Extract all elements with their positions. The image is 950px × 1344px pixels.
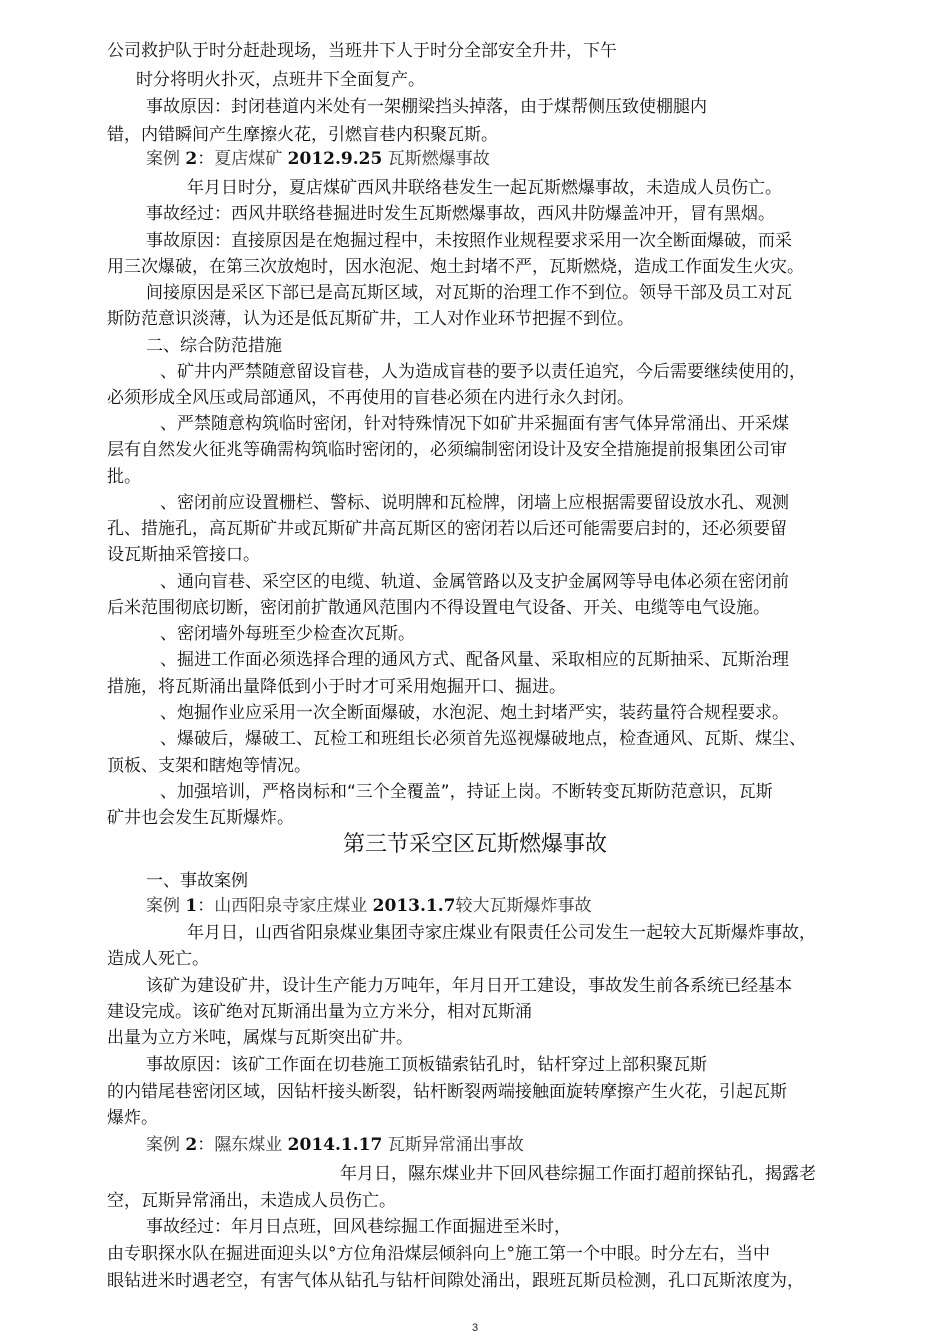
- subsection-heading: 二、综合防范措施: [146, 336, 282, 356]
- case-heading-xiadian: 案例 2：夏店煤矿 2012.9.25 瓦斯燃爆事故: [146, 149, 490, 169]
- paragraph-line: 必须形成全风压或局部通风，不再使用的盲巷必须在内进行永久封闭。: [107, 388, 634, 408]
- paragraph-line: 、密闭前应设置栅栏、警标、说明牌和瓦检牌，闭墙上应根据需要留设放水孔、观测: [160, 493, 789, 513]
- case-heading-xidong: 案例 2：隰东煤业 2014.1.17 瓦斯异常涌出事故: [146, 1135, 524, 1155]
- paragraph-line: 事故原因：直接原因是在炮掘过程中，未按照作业规程要求采用一次全断面爆破，而采: [146, 231, 792, 251]
- paragraph-line: 的内错尾巷密闭区域，因钻杆接头断裂，钻杆断裂两端接触面旋转摩擦产生火花，引起瓦斯: [107, 1082, 787, 1102]
- paragraph-line: 设瓦斯抽采管接口。: [107, 545, 260, 565]
- paragraph-line: 、爆破后，爆破工、瓦检工和班组长必须首先巡视爆破地点，检查通风、瓦斯、煤尘、: [160, 729, 806, 749]
- paragraph-line: 孔、措施孔，高瓦斯矿井或瓦斯矿井高瓦斯区的密闭若以后还可能需要启封的，还必须要留: [107, 519, 787, 539]
- paragraph-line: 层有自然发火征兆等确需构筑临时密闭的，必须编制密闭设计及安全措施提前报集团公司审: [107, 440, 787, 460]
- paragraph-line: 该矿为建设矿井，设计生产能力万吨年，年月日开工建设，事故发生前各系统已经基本: [146, 976, 792, 996]
- paragraph-line: 爆炸。: [107, 1108, 158, 1128]
- paragraph-line: 、密闭墙外每班至少检查次瓦斯。: [160, 624, 415, 644]
- subsection-heading: 一、事故案例: [146, 871, 248, 891]
- paragraph-line: 措施，将瓦斯涌出量降低到小于时才可采用炮掘开口、掘进。: [107, 677, 566, 697]
- paragraph-line: 年月日时分，夏店煤矿西风井联络巷发生一起瓦斯燃爆事故，未造成人员伤亡。: [187, 178, 782, 198]
- paragraph-line: 、掘进工作面必须选择合理的通风方式、配备风量、采取相应的瓦斯抽采、瓦斯治理: [160, 650, 789, 670]
- paragraph-line: 事故原因：封闭巷道内米处有一架棚梁挡头掉落，由于煤帮侧压致使棚腿内: [146, 97, 707, 117]
- paragraph-line: 、加强培训，严格岗标和“三个全覆盖”，持证上岗。不断转变瓦斯防范意识，瓦斯: [160, 782, 773, 802]
- paragraph-line: 矿井也会发生瓦斯爆炸。: [107, 808, 294, 828]
- paragraph-line: 事故经过：西风井联络巷掘进时发生瓦斯燃爆事故，西风井防爆盖冲开，冒有黑烟。: [146, 204, 775, 224]
- paragraph-line: 间接原因是采区下部已是高瓦斯区域，对瓦斯的治理工作不到位。领导干部及员工对瓦: [146, 283, 792, 303]
- paragraph-line: 用三次爆破，在第三次放炮时，因水泡泥、炮土封堵不严，瓦斯燃烧，造成工作面发生火灾。: [107, 257, 804, 277]
- page-number: 3: [471, 1322, 479, 1334]
- paragraph-line: 由专职探水队在掘进面迎头以°方位角沿煤层倾斜向上°施工第一个中眼。时分左右，当中: [107, 1244, 770, 1264]
- paragraph-line: 空，瓦斯异常涌出，未造成人员伤亡。: [107, 1191, 396, 1211]
- paragraph-line: 错，内错瞬间产生摩擦火花，引燃盲巷内积聚瓦斯。: [107, 125, 498, 145]
- paragraph-line: 事故经过：年月日点班，回风巷综掘工作面掘进至米时，: [146, 1217, 571, 1237]
- paragraph-line: 事故原因：该矿工作面在切巷施工顶板锚索钻孔时，钻杆穿过上部积聚瓦斯: [146, 1055, 707, 1075]
- paragraph-line: 眼钻进米时遇老空，有害气体从钻孔与钻杆间隙处涌出，跟班瓦斯员检测，孔口瓦斯浓度为，: [107, 1271, 804, 1291]
- paragraph-line: 、矿井内严禁随意留设盲巷，人为造成盲巷的要予以责任追究，今后需要继续使用的，: [160, 362, 806, 382]
- section-heading: 第三节采空区瓦斯燃爆事故: [342, 832, 607, 857]
- paragraph-line: 年月日，山西省阳泉煤业集团寺家庄煤业有限责任公司发生一起较大瓦斯爆炸事故，: [187, 923, 816, 943]
- paragraph-line: 、严禁随意构筑临时密闭，针对特殊情况下如矿井采掘面有害气体异常涌出、开采煤: [160, 414, 789, 434]
- paragraph-line: 年月日，隰东煤业井下回风巷综掘工作面打超前探钻孔，揭露老: [340, 1164, 816, 1184]
- paragraph-line: 时分将明火扑灭，点班井下全面复产。: [136, 70, 425, 90]
- paragraph-line: 造成人死亡。: [107, 949, 209, 969]
- paragraph-line: 出量为立方米吨，属煤与瓦斯突出矿井。: [107, 1028, 413, 1048]
- paragraph-line: 公司救护队于时分赶赴现场，当班井下人于时分全部安全升井，下午: [107, 41, 617, 61]
- paragraph-line: 建设完成。该矿绝对瓦斯涌出量为立方米分，相对瓦斯涌: [107, 1002, 532, 1022]
- paragraph-line: 斯防范意识淡薄，认为还是低瓦斯矿井，工人对作业环节把握不到位。: [107, 309, 634, 329]
- case-heading-sijiazhuang: 案例 1：山西阳泉寺家庄煤业 2013.1.7较大瓦斯爆炸事故: [146, 896, 592, 916]
- paragraph-line: 、通向盲巷、采空区的电缆、轨道、金属管路以及支护金属网等导电体必须在密闭前: [160, 572, 789, 592]
- paragraph-line: 批。: [107, 467, 141, 487]
- paragraph-line: 顶板、支架和瞎炮等情况。: [107, 756, 311, 776]
- paragraph-line: 、炮掘作业应采用一次全断面爆破，水泡泥、炮土封堵严实，装药量符合规程要求。: [160, 703, 789, 723]
- paragraph-line: 后米范围彻底切断，密闭前扩散通风范围内不得设置电气设备、开关、电缆等电气设施。: [107, 598, 770, 618]
